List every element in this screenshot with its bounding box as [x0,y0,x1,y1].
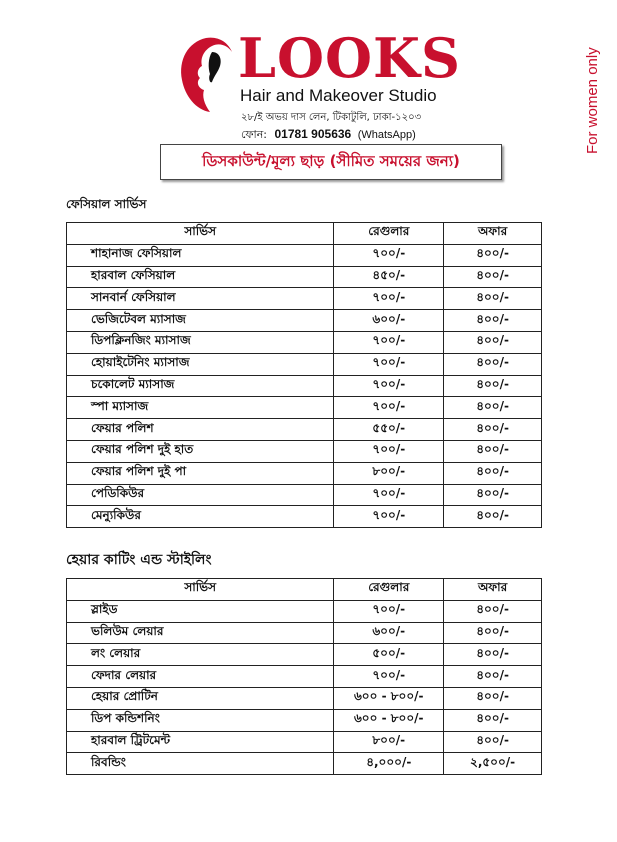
table-row [67,506,542,528]
table-row [67,266,542,288]
regular-price: ৭০০/- [334,397,444,419]
service-name: পেডিকিউর [67,484,334,506]
regular-price: ৬০০/- [334,622,444,644]
table-row [67,419,542,441]
regular-price: ৬০০ - ৮০০/- [334,709,444,731]
service-name: ডিপক্লিনজিং ম্যাসাজ [67,331,334,353]
service-name: হারবাল ট্রিটমেন্ট [67,731,334,753]
offer-price: ৪০০/- [444,600,542,622]
regular-price: ৭০০/- [334,506,444,528]
offer-price: ৪০০/- [444,462,542,484]
service-name: ডিপ কন্ডিশনিং [67,709,334,731]
header-offer: অফার [444,579,542,601]
regular-price: ৪,০০০/- [334,753,444,775]
offer-price: ৪০০/- [444,353,542,375]
offer-price: ৪০০/- [444,666,542,688]
phone-label: ফোন: [241,128,267,141]
offer-price: ৪০০/- [444,731,542,753]
hair-table [66,578,542,775]
table-row [67,484,542,506]
regular-price: ৭০০/- [334,484,444,506]
regular-price: ৪৫০/- [334,266,444,288]
offer-price: ২,৫০০/- [444,753,542,775]
regular-price: ৭০০/- [334,375,444,397]
phone-note: (WhatsApp) [357,129,416,141]
regular-price: ৮০০/- [334,462,444,484]
regular-price: ৫৫০/- [334,419,444,441]
offer-price: ৪০০/- [444,440,542,462]
service-name: চকোলেট ম্যাসাজ [67,375,334,397]
table-header-row [67,223,542,245]
service-name: ভলিউম লেয়ার [67,622,334,644]
table-row [67,731,542,753]
service-name: ফেয়ার পলিশ [67,419,334,441]
offer-price: ৪০০/- [444,419,542,441]
service-name: লং লেয়ার [67,644,334,666]
header-regular: রেগুলার [334,579,444,601]
regular-price: ৭০০/- [334,353,444,375]
offer-price: ৪০০/- [444,288,542,310]
hair-section-title: হেয়ার কাটিং এন্ড স্টাইলিং [66,552,212,568]
offer-price: ৪০০/- [444,244,542,266]
facial-section-title: ফেসিয়াল সার্ভিস [66,197,147,211]
regular-price: ৫০০/- [334,644,444,666]
facial-table [66,222,542,528]
regular-price: ৭০০/- [334,440,444,462]
offer-price: ৪০০/- [444,622,542,644]
service-name: হেয়ার প্রোটিন [67,687,334,709]
regular-price: ৭০০/- [334,331,444,353]
brand-name: LOOKS [238,26,461,90]
offer-price: ৪০০/- [444,266,542,288]
regular-price: ৬০০ - ৮০০/- [334,687,444,709]
regular-price: ৭০০/- [334,244,444,266]
table-row [67,644,542,666]
table-row [67,622,542,644]
offer-price: ৪০০/- [444,375,542,397]
brand-tagline: Hair and Makeover Studio [240,86,437,105]
regular-price: ৭০০/- [334,288,444,310]
offer-price: ৪০০/- [444,687,542,709]
address: ২৮/ই অভয় দাস লেন, টিকাটুলি, ঢাকা-১২০৩ [241,112,422,123]
service-name: সানবার্ন ফেসিয়াল [67,288,334,310]
side-note: For women only [584,47,601,154]
table-row [67,666,542,688]
phone-number: 01781 905636 [274,127,352,141]
offer-price: ৪০০/- [444,709,542,731]
phone-line [241,126,416,145]
table-row [67,462,542,484]
service-name: রিবন্ডিং [67,753,334,775]
table-row [67,397,542,419]
service-name: ভেজিটেবল ম্যাসাজ [67,310,334,332]
header-service: সার্ভিস [67,579,334,601]
table-row [67,353,542,375]
offer-price: ৪০০/- [444,397,542,419]
service-name: হোয়াইটেনিং ম্যাসাজ [67,353,334,375]
header-regular: রেগুলার [334,223,444,245]
logo-face-icon [176,34,234,114]
table-row [67,687,542,709]
table-row [67,375,542,397]
service-name: হারবাল ফেসিয়াল [67,266,334,288]
table-row [67,331,542,353]
offer-price: ৪০০/- [444,331,542,353]
service-name: স্লাইড [67,600,334,622]
offer-price: ৪০০/- [444,506,542,528]
table-row [67,600,542,622]
header-offer: অফার [444,223,542,245]
service-name: শাহানাজ ফেসিয়াল [67,244,334,266]
service-name: স্পা ম্যাসাজ [67,397,334,419]
table-header-row [67,579,542,601]
offer-price: ৪০০/- [444,310,542,332]
header-service: সার্ভিস [67,223,334,245]
table-row [67,244,542,266]
service-name: ফেয়ার পলিশ দুই হাত [67,440,334,462]
regular-price: ৬০০/- [334,310,444,332]
table-row [67,310,542,332]
table-row [67,288,542,310]
discount-banner: ডিসকাউন্ট/মূল্য ছাড় (সীমিত সময়ের জন্য) [160,144,502,180]
regular-price: ৭০০/- [334,600,444,622]
regular-price: ৭০০/- [334,666,444,688]
table-row [67,753,542,775]
regular-price: ৮০০/- [334,731,444,753]
table-row [67,709,542,731]
service-name: মেন্যুকিউর [67,506,334,528]
offer-price: ৪০০/- [444,644,542,666]
service-name: ফেয়ার পলিশ দুই পা [67,462,334,484]
offer-price: ৪০০/- [444,484,542,506]
table-row [67,440,542,462]
service-name: ফেদার লেয়ার [67,666,334,688]
